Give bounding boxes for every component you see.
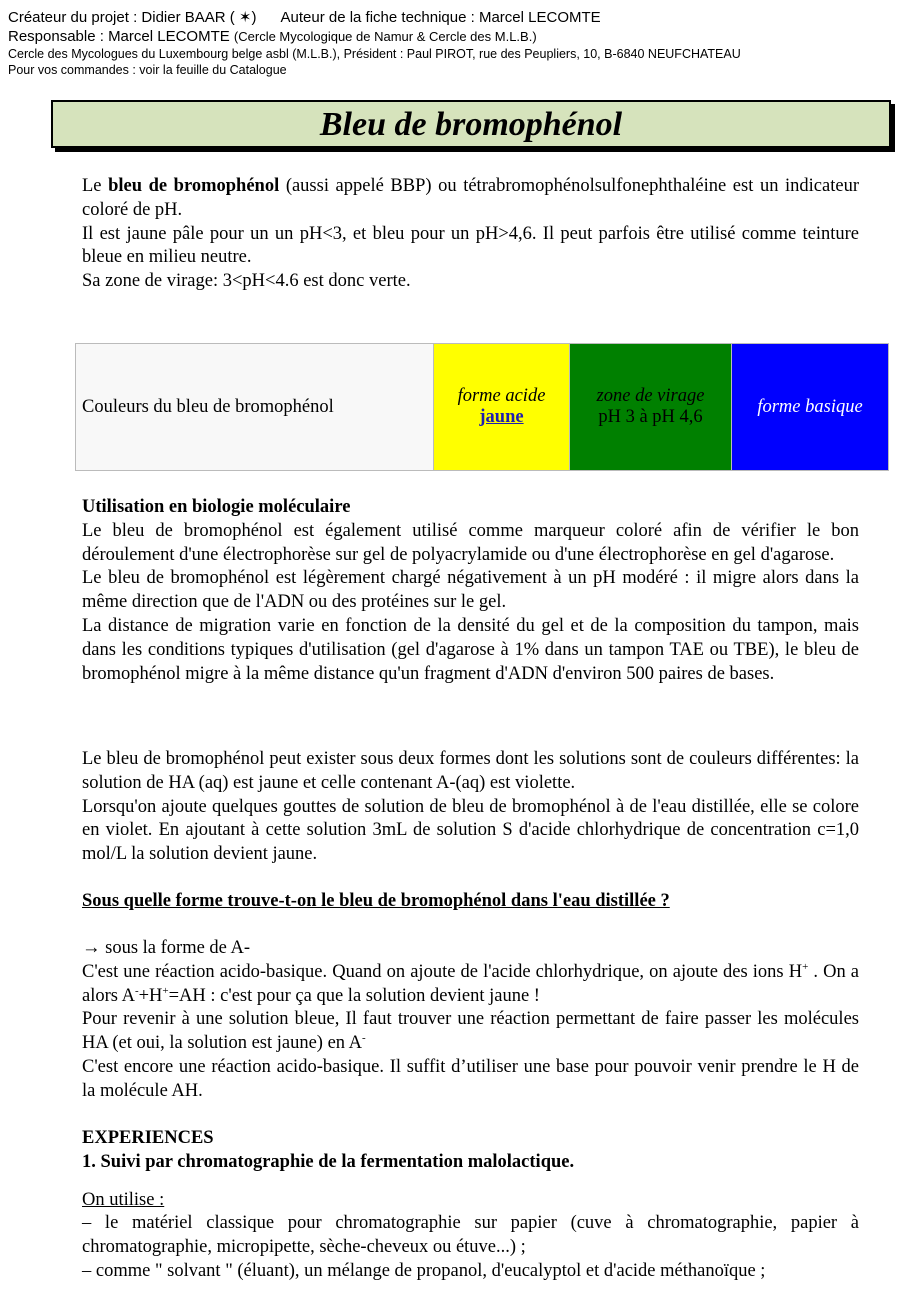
forms-paragraph-1: Le bleu de bromophénol peut exister sous deux formes dont les solutions sont de couleurs différentes: la solution de HA (aq) est jaune et celle contenant A-(aq) est violette. (82, 749, 859, 793)
uses-item-1: – le matériel classique pour chromatographie sur papier (cuve à chromatographie, papier à chromatographie, micropipette, sèche-cheveux ou étuve...) ; (82, 1213, 859, 1258)
intro-section (82, 175, 859, 294)
intro-text-b: (aussi appelé BBP) ou tétrabromophénolsulfonephthaléine est un indicateur coloré de pH. (82, 176, 859, 220)
color-table-label: Couleurs du bleu de bromophénol (76, 344, 434, 471)
biology-paragraph-2: Le bleu de bromophénol est légèrement chargé négativement à un pH modéré : il migre alors dans la même direction que de l'ADN ou des protéines sur le gel. (82, 568, 859, 613)
a-minus-sup: - (134, 984, 139, 997)
intro-paragraph-3: Sa zone de virage: 3<pH<4.6 est donc verte. (82, 271, 411, 292)
header-line-1 (8, 10, 741, 29)
answer-text-c: +H (138, 985, 163, 1006)
experiences-heading: EXPERIENCES (82, 1128, 214, 1148)
intro-bold-term: bleu de bromophénol (108, 176, 280, 196)
uses-item-2: – comme " solvant " (éluant), un mélange de propanol, d'eucalyptol et d'acide méthanoïque ; (82, 1260, 766, 1281)
question-heading: Sous quelle forme trouve-t-on le bleu de bromophénol dans l'eau distillée ? (82, 891, 670, 911)
biology-heading: Utilisation en biologie moléculaire (82, 497, 351, 517)
responsible-affiliation: (Cercle Mycologique de Namur & Cercle des M.L.B.) (233, 29, 537, 44)
color-table-row (76, 344, 889, 471)
answer-text-b: . On a alors A (82, 961, 859, 1006)
biology-paragraph-1: Le bleu de bromophénol est également utilisé comme marqueur coloré afin de vérifier le bon déroulement d'une électrophorèse sur gel de polyacrylamide ou d'une électrophorèse en gel d'agarose. (82, 520, 859, 565)
uses-label: On utilise : (82, 1189, 165, 1210)
answer-paragraph-2 (82, 1008, 859, 1056)
a-minus-sup-2: - (362, 1032, 366, 1045)
answer-text-a: C'est une réaction acido-basique. Quand on ajoute de l'acide chlorhydrique, on ajoute des ions H (82, 961, 803, 982)
intro-paragraph-2: Il est jaune pâle pour un un pH<3, et bleu pour un pH>4,6. Il peut parfois être utilisé comme teinture bleue en milieu neutre. (82, 223, 859, 268)
acid-form-cell (434, 344, 570, 471)
document-header (8, 10, 741, 80)
question-heading-block (82, 890, 859, 914)
basic-form-title: forme basique (757, 396, 863, 417)
answer-line: → sous la forme de A- (82, 938, 251, 958)
page-title: Bleu de bromophénol (319, 106, 623, 143)
acid-color-link[interactable]: jaune (479, 407, 524, 427)
header-line-3: Cercle des Mycologues du Luxembourg belge asbl (M.L.B.), Président : Paul PIROT, rue des Peupliers, 10, B-6840 NEUFCHATEAU (8, 47, 741, 61)
h-plus-sup-1: + (802, 960, 809, 973)
h-plus-sup-2: + (162, 984, 169, 997)
experiences-section (82, 1127, 859, 1284)
acid-form-title: forme acide (457, 386, 546, 406)
intro-paragraph-1 (82, 175, 859, 223)
answer-text-d: =AH : c'est pour ça que la solution devient jaune ! (168, 985, 540, 1006)
answer-section (82, 937, 859, 1104)
header-line-4: Pour vos commandes : voir la feuille du Catalogue (8, 63, 287, 77)
answer-paragraph-3: C'est encore une réaction acido-basique. Il suffit d’utiliser une base pour pouvoir venir prendre le H de la molécule AH. (82, 1056, 859, 1101)
transition-zone-cell (570, 344, 732, 471)
transition-zone-range: pH 3 à pH 4,6 (598, 407, 703, 427)
answer-paragraph-1 (82, 961, 859, 1009)
biology-paragraph-3: La distance de migration varie en fonction de la densité du gel et de la composition du tampon, mais dans les conditions typiques d'utilisation (gel d'agarose à 1% dans un tampon TAE ou TBE), le bleu de bromophénol migre à la même distance qu'un fragment d'ADN d'environ 500 paires de bases. (82, 615, 859, 684)
answer-text-e: Pour revenir à une solution bleue, Il faut trouver une réaction permettant de faire passer les molécules HA (et oui, la solution est jaune) en A (82, 1009, 859, 1054)
header-line-2 (8, 29, 741, 48)
color-table (75, 343, 889, 471)
transition-zone-title: zone de virage (596, 386, 705, 406)
author-text: Auteur de la fiche technique : Marcel LECOMTE (280, 9, 601, 26)
title-box (51, 100, 891, 148)
creator-text: Créateur du projet : Didier BAAR ( ✶) (8, 9, 257, 26)
responsible-text: Responsable : Marcel LECOMTE (8, 28, 234, 45)
forms-paragraph-2: Lorsqu'on ajoute quelques gouttes de solution de bleu de bromophénol à de l'eau distillée, elle se colore en violet. En ajoutant à cette solution 3mL de solution S d'acide chlorhydrique de concentration c=1,0 mol/L la solution devient jaune. (82, 796, 859, 865)
basic-form-cell (732, 344, 889, 471)
experiences-subheading: 1. Suivi par chromatographie de la fermentation malolactique. (82, 1151, 575, 1172)
biology-section (82, 496, 859, 686)
intro-text-a: Le (82, 176, 109, 196)
forms-section (82, 748, 859, 867)
